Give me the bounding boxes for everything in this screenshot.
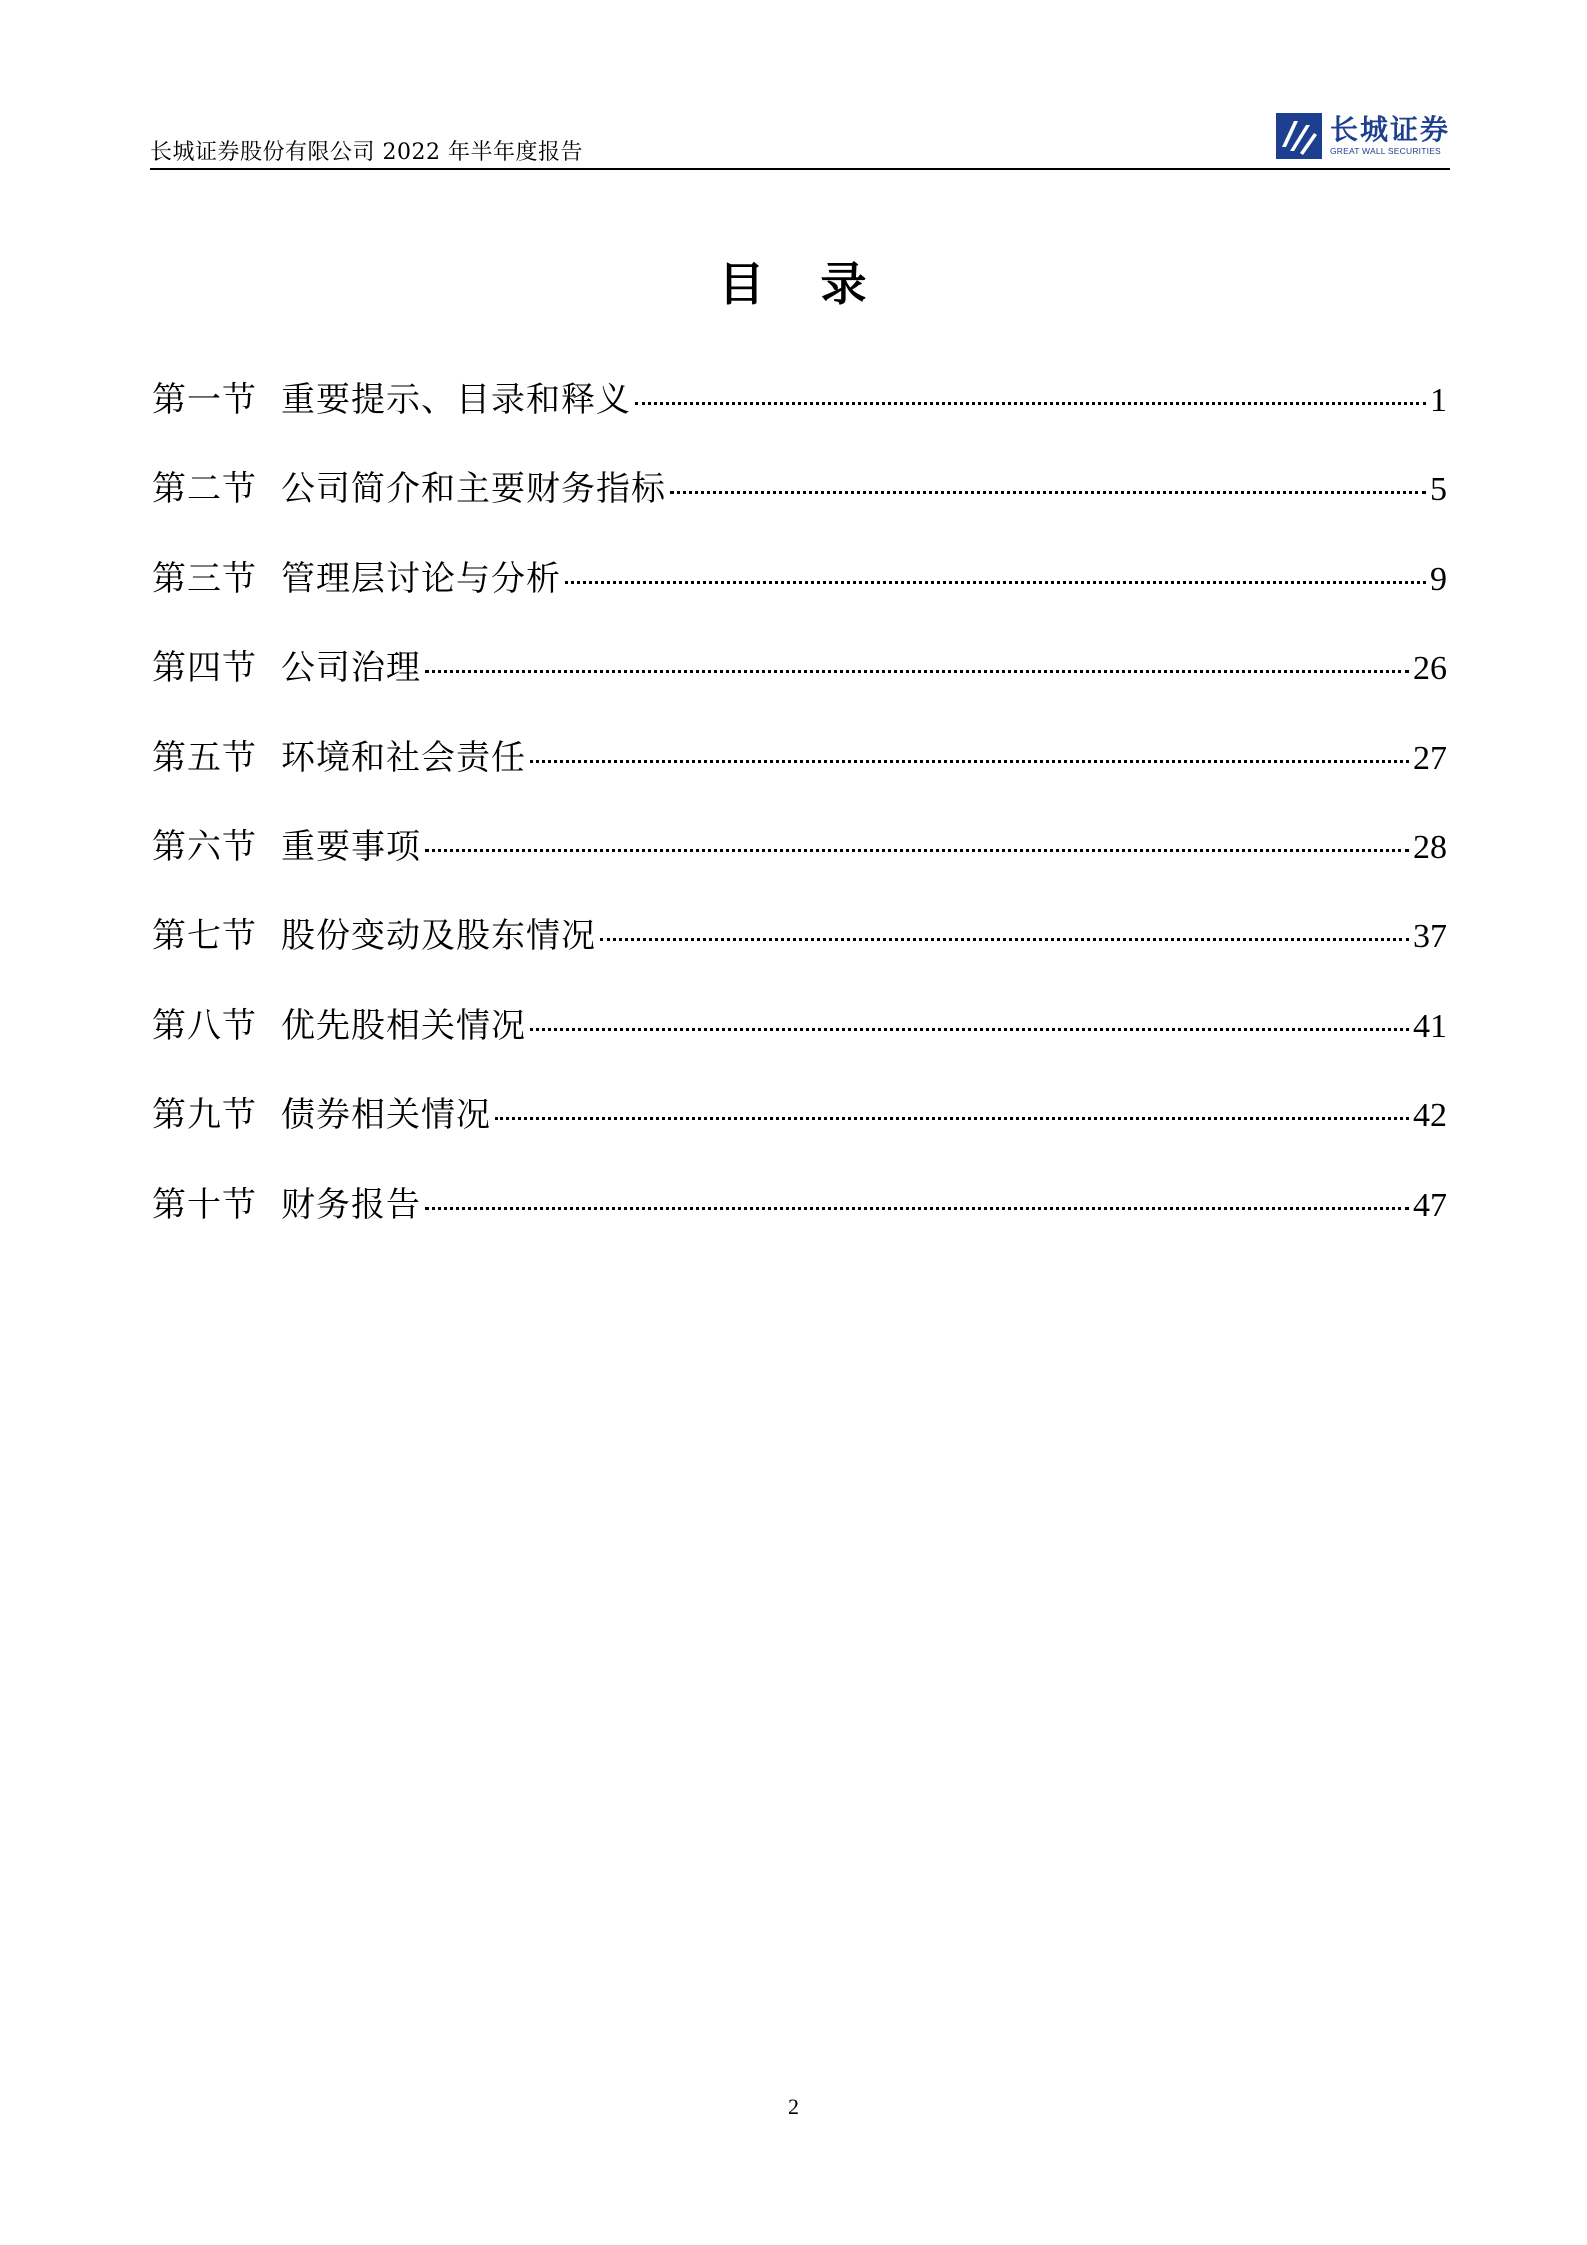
toc-section-number: 第三节 [152, 558, 257, 599]
logo-name-en: GREAT WALL SECURITIES [1329, 146, 1441, 157]
toc-section-name: 管理层讨论与分析 [281, 558, 561, 599]
great-wall-securities-logo-icon [1276, 113, 1322, 159]
toc-page-number: 27 [1413, 739, 1447, 777]
toc-page-number: 26 [1413, 650, 1447, 688]
toc-page-number: 41 [1413, 1007, 1447, 1045]
toc-leader-dots [530, 760, 1409, 763]
toc-section-number: 第九节 [152, 1095, 257, 1136]
toc-entry[interactable] [152, 906, 1447, 995]
toc-section-number: 第六节 [152, 826, 257, 867]
toc-leader-dots [425, 1207, 1409, 1210]
header-divider [150, 168, 1450, 170]
toc-title [0, 248, 1587, 314]
toc-leader-dots [495, 1117, 1409, 1120]
toc-leader-dots [530, 1028, 1409, 1031]
toc-entry[interactable] [152, 638, 1447, 727]
toc-page-number: 47 [1413, 1186, 1447, 1224]
toc-entry[interactable] [152, 728, 1447, 817]
toc-entry[interactable] [152, 370, 1447, 459]
toc-title-char: 目 [718, 257, 767, 311]
toc-section-number: 第十节 [152, 1184, 257, 1225]
toc-leader-dots [565, 581, 1426, 584]
toc-entry[interactable] [152, 1085, 1447, 1174]
toc-page-number: 28 [1413, 828, 1447, 866]
logo-name-cn: 长城证券 [1329, 113, 1450, 147]
toc-leader-dots [425, 670, 1409, 673]
toc-entry[interactable] [152, 1175, 1447, 1264]
toc-entry[interactable] [152, 996, 1447, 1085]
toc-section-number: 第七节 [152, 916, 257, 957]
toc-leader-dots [600, 938, 1409, 941]
toc-page-number: 37 [1413, 918, 1447, 956]
toc-entry[interactable] [152, 817, 1447, 906]
toc-title-char: 录 [820, 257, 869, 311]
toc-entry[interactable] [152, 549, 1447, 638]
toc-section-number: 第四节 [152, 648, 257, 689]
toc-section-name: 股份变动及股东情况 [281, 916, 596, 957]
toc-entry[interactable] [152, 459, 1447, 548]
toc-page-number: 5 [1430, 471, 1447, 509]
page-number: 2 [788, 2094, 799, 2119]
toc-section-name: 优先股相关情况 [281, 1005, 526, 1046]
toc-section-name: 公司治理 [281, 648, 421, 689]
toc-section-number: 第一节 [152, 380, 257, 420]
toc-section-name: 重要提示、目录和释义 [281, 380, 631, 420]
toc-leader-dots [635, 402, 1426, 405]
toc-section-number: 第二节 [152, 469, 257, 510]
toc-page-number: 42 [1413, 1097, 1447, 1135]
toc-section-number: 第八节 [152, 1005, 257, 1046]
toc-section-name: 重要事项 [281, 826, 421, 867]
toc-page-number: 9 [1430, 560, 1447, 598]
toc-section-name: 环境和社会责任 [281, 737, 526, 778]
page-header [150, 108, 1450, 170]
toc-page-number: 1 [1430, 382, 1447, 419]
toc-section-number: 第五节 [152, 737, 257, 778]
toc-section-name: 债券相关情况 [281, 1095, 491, 1136]
company-logo [1276, 112, 1450, 160]
toc-section-name: 财务报告 [281, 1184, 421, 1225]
report-title: 长城证券股份有限公司 2022 年半年度报告 [150, 140, 583, 165]
toc-section-name: 公司简介和主要财务指标 [281, 469, 666, 510]
toc-leader-dots [670, 491, 1426, 494]
table-of-contents [152, 370, 1447, 1264]
toc-leader-dots [425, 849, 1409, 852]
